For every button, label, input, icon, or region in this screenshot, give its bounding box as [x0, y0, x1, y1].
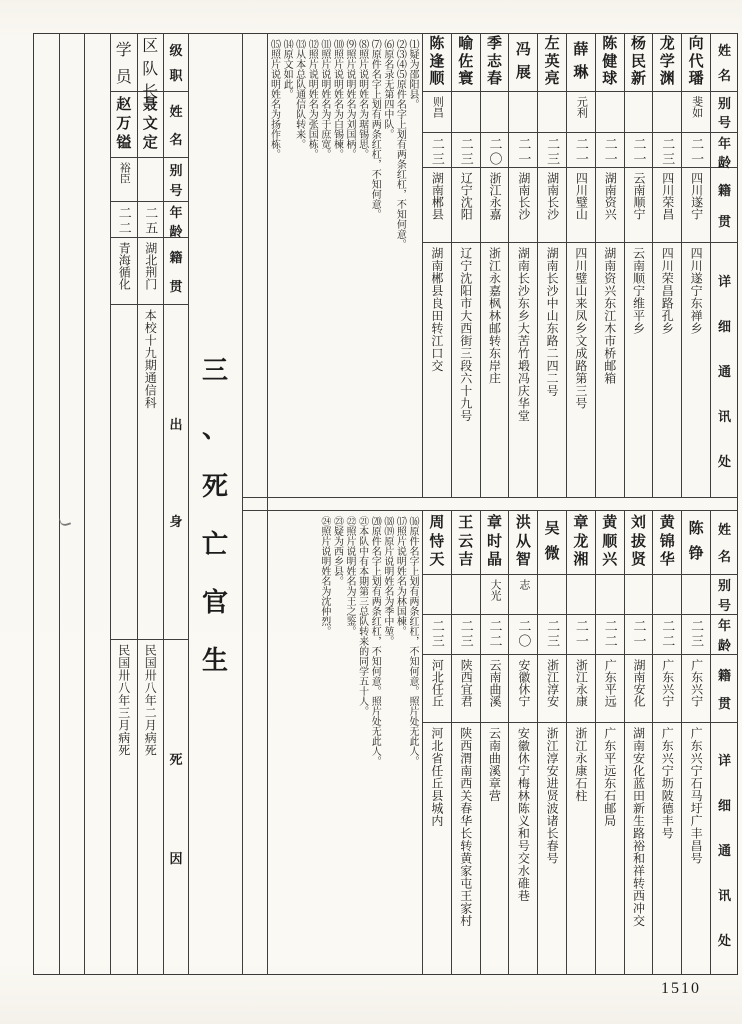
- native-place-cell: 浙江淳安: [538, 655, 566, 723]
- name-cell: 王 云 吉: [452, 510, 480, 575]
- address-cell: 陕西渭南西关春华长转黄家屯王家村: [458, 727, 473, 927]
- header-rank: 级 职: [164, 33, 188, 92]
- name-cell: 冯 展: [509, 33, 537, 92]
- header-native-place: 籍 贯: [711, 655, 738, 723]
- casualty-column: [137, 33, 164, 975]
- person-column: [624, 510, 653, 975]
- section-title-char: 官: [201, 588, 228, 617]
- address-cell: 云南顺宁维平乡: [631, 247, 646, 335]
- age-cell: 二〇: [481, 133, 509, 168]
- native-place-cell: 湖南郴县: [423, 168, 451, 243]
- header-age: 年 龄: [164, 202, 188, 238]
- alias-cell: [538, 92, 566, 133]
- address-cell: 四川遂宁东禅乡: [689, 247, 704, 335]
- alias-cell: [538, 575, 566, 615]
- age-cell: 二〇: [509, 615, 537, 655]
- death-cause-cell: 民国卅八年三月病死: [116, 644, 131, 757]
- native-place-cell: 安徽休宁: [509, 655, 537, 723]
- note-item: ⒁原文如此。: [281, 39, 293, 99]
- alias-cell: 裕臣: [111, 158, 137, 202]
- alias-cell: [452, 92, 480, 133]
- name-cell: 陈 健 球: [596, 33, 624, 92]
- header-native-place: 籍 贯: [164, 238, 188, 305]
- ruling-line: [84, 33, 85, 975]
- age-cell: 二一: [567, 615, 595, 655]
- ruling-line: [242, 33, 243, 975]
- address-cell: 四川璧山来凤乡文成路第三号: [573, 247, 588, 410]
- native-place-cell: 广东平远: [596, 655, 624, 723]
- note-item: ⑽照片说明姓名为白锡楝。: [331, 39, 343, 159]
- note-item: ⒀从本总队通信队转来。: [293, 39, 305, 149]
- address-cell: 浙江永嘉枫林邮转东岸庄: [487, 247, 502, 385]
- native-place-cell: 湖北荆门: [138, 238, 164, 305]
- casualty-column: [110, 33, 137, 975]
- address-cell: 广东平远东石邮局: [602, 727, 617, 827]
- person-column: [681, 33, 710, 497]
- person-column: [422, 510, 451, 975]
- native-place-cell: 广东兴宁: [682, 655, 710, 723]
- address-cell: 辽宁沈阳市大西街三段六十九号: [458, 247, 473, 422]
- section-title: [188, 350, 242, 677]
- native-place-cell: 广东兴宁: [653, 655, 681, 723]
- name-cell: 赵 万 镒: [111, 92, 137, 158]
- native-place-cell: 四川遂宁: [682, 168, 710, 243]
- header-alias: 别 号: [711, 92, 738, 133]
- header-name: 姓 名: [164, 92, 188, 158]
- address-cell: 四川荣昌路孔乡: [660, 247, 675, 335]
- native-place-cell: 云南顺宁: [625, 168, 653, 243]
- age-cell: 二一: [625, 133, 653, 168]
- header-address: 详 细 通 讯 处: [717, 752, 731, 948]
- person-column: [652, 510, 681, 975]
- person-column: [508, 33, 537, 497]
- alias-cell: [596, 575, 624, 615]
- alias-cell: [653, 92, 681, 133]
- alias-cell: [682, 575, 710, 615]
- name-cell: 刘 拔 贤: [625, 510, 653, 575]
- rank-cell: 学 员: [111, 33, 137, 92]
- alias-cell: [423, 575, 451, 615]
- note-item: ⒂照片说明姓名为扬作栋。: [268, 39, 280, 159]
- native-place-cell: 湖南资兴: [596, 168, 624, 243]
- note-item: ⒅⒆原片说明姓名为季中堃。: [381, 516, 393, 646]
- alias-cell: [452, 575, 480, 615]
- address-cell: 湖南安化蓝田新生路裕和祥转西冲交: [631, 727, 646, 927]
- name-cell: 章 时 晶: [481, 510, 509, 575]
- person-column: [537, 510, 566, 975]
- alias-cell: 大光: [481, 575, 509, 615]
- name-cell: 龙 学 渊: [653, 33, 681, 92]
- name-cell: 吴 微: [538, 510, 566, 575]
- roster-header-column: [710, 33, 738, 497]
- header-origin: 出 身: [164, 305, 188, 640]
- alias-cell: 则昌: [423, 92, 451, 133]
- address-cell: 云南曲溪章营: [487, 727, 502, 802]
- age-cell: 二三: [538, 133, 566, 168]
- name-cell: 薛 琳: [567, 33, 595, 92]
- section-title-char: 亡: [201, 530, 228, 559]
- casualty-summary-table: [110, 33, 188, 975]
- name-cell: 聂 文 定: [138, 92, 164, 158]
- header-age: 年 龄: [711, 615, 738, 655]
- footnotes-bottom: [269, 512, 420, 970]
- header-alias: 别 号: [164, 158, 188, 202]
- note-item: ⑵⑶⑷⑸原件名字上划有两条红杠，不知何意。: [394, 39, 406, 249]
- person-column: [595, 33, 624, 497]
- page-number: 1510: [661, 980, 701, 997]
- note-item: ㉑本队中有本期第三总队转来的同学五十人。: [356, 516, 368, 716]
- header-address: 详 细 通 讯 处: [717, 273, 731, 469]
- note-item: ⒄照片说明姓名为林国棟。: [394, 516, 406, 636]
- name-cell: 洪 从 智: [509, 510, 537, 575]
- alias-cell: 志: [509, 575, 537, 615]
- native-place-cell: 陕西宜君: [452, 655, 480, 723]
- age-cell: 二一: [509, 133, 537, 168]
- age-cell: 二二: [111, 202, 137, 238]
- note-item: ⑴疑为邵阳县。: [407, 39, 418, 109]
- note-item: ㉒照片说明姓名为王之鉴。: [344, 516, 356, 636]
- note-item: ⑹原名录无第四中队。: [381, 39, 393, 139]
- native-place-cell: 浙江永康: [567, 655, 595, 723]
- native-place-cell: 四川荣昌: [653, 168, 681, 243]
- address-cell: 广东兴宁石马圩广丰昌号: [689, 727, 704, 865]
- age-cell: 二二: [596, 615, 624, 655]
- note-item: ⑺原件名字上划有两条红杠，不知何意。: [369, 39, 381, 219]
- alias-cell: 元利: [567, 92, 595, 133]
- native-place-cell: 浙江永嘉: [481, 168, 509, 243]
- alias-cell: [509, 92, 537, 133]
- name-cell: 黄 顺 兴: [596, 510, 624, 575]
- person-column: [537, 33, 566, 497]
- address-cell: 广东兴宁坜陂德丰号: [660, 727, 675, 840]
- native-place-cell: 青海循化: [111, 238, 137, 305]
- note-item: ⑿照片说明姓名为张国栋。: [306, 39, 318, 159]
- death-cause-cell: 民国卅八年二月病死: [143, 644, 158, 757]
- left-header-column: [163, 33, 188, 975]
- address-cell: 湖南资兴东江木市桥邮箱: [602, 247, 617, 385]
- alias-cell: [596, 92, 624, 133]
- alias-cell: [138, 158, 164, 202]
- section-title-char: 死: [201, 472, 228, 501]
- age-cell: 二一: [596, 133, 624, 168]
- header-name: 姓 名: [711, 33, 738, 92]
- native-place-cell: 湖南安化: [625, 655, 653, 723]
- person-column: [508, 510, 537, 975]
- name-cell: 周 恃 天: [423, 510, 451, 575]
- native-place-cell: 辽宁沈阳: [452, 168, 480, 243]
- name-cell: 左 英 亮: [538, 33, 566, 92]
- age-cell: 二三: [452, 133, 480, 168]
- age-cell: 二一: [682, 133, 710, 168]
- name-cell: 陈 铮: [682, 510, 710, 575]
- age-cell: 二二: [481, 615, 509, 655]
- native-place-cell: 湖南长沙: [509, 168, 537, 243]
- alias-cell: [653, 575, 681, 615]
- person-column: [480, 510, 509, 975]
- person-column: [652, 33, 681, 497]
- name-cell: 黄 锦 华: [653, 510, 681, 575]
- origin-cell: 本校十九期通信科: [138, 305, 164, 640]
- note-item: ⑻照片说明姓名为琚锡思。: [356, 39, 368, 159]
- alias-cell: 斐如: [682, 92, 710, 133]
- age-cell: 二三: [423, 615, 451, 655]
- age-cell: 二三: [423, 133, 451, 168]
- section-title-char: 生: [201, 646, 228, 675]
- native-place-cell: 湖南长沙: [538, 168, 566, 243]
- address-cell: 浙江淳安进贤波诸长春号: [545, 727, 560, 865]
- age-cell: 二三: [682, 615, 710, 655]
- address-cell: 河北省任丘县城内: [429, 727, 444, 827]
- deceased-roster-bottom: [422, 510, 738, 975]
- person-column: [681, 510, 710, 975]
- section-title-char: 、: [201, 414, 228, 443]
- age-cell: 二三: [653, 133, 681, 168]
- band-divider-line: [242, 497, 738, 498]
- alias-cell: [481, 92, 509, 133]
- section-title-char: 三: [201, 356, 228, 385]
- header-alias: 别 号: [711, 575, 738, 615]
- name-cell: 杨 民 新: [625, 33, 653, 92]
- person-column: [624, 33, 653, 497]
- alias-cell: [567, 575, 595, 615]
- age-cell: 二三: [538, 615, 566, 655]
- footnotes-top: [269, 35, 420, 493]
- age-cell: 二三: [452, 615, 480, 655]
- name-cell: 陈 逢 顺: [423, 33, 451, 92]
- native-place-cell: 河北任丘: [423, 655, 451, 723]
- header-name: 姓 名: [711, 510, 738, 575]
- age-cell: 二五: [138, 202, 164, 238]
- note-item: ⑾照片说明姓名为于庶宽。: [318, 39, 330, 159]
- note-item: ㉔照片说明姓名为沈仲烈。: [318, 516, 330, 636]
- header-native-place: 籍 贯: [711, 168, 738, 243]
- rank-cell: 区 队 长: [138, 33, 164, 92]
- age-cell: 二一: [625, 615, 653, 655]
- person-column: [422, 33, 451, 497]
- name-cell: 章 龙 湘: [567, 510, 595, 575]
- person-column: [595, 510, 624, 975]
- person-column: [566, 33, 595, 497]
- native-place-cell: 四川璧山: [567, 168, 595, 243]
- note-item: ㉓疑为西乡县。: [331, 516, 343, 586]
- note-item: ⒇原件名字上划有两条红杠，不知何意。照片处无此人。: [369, 516, 381, 766]
- person-column: [480, 33, 509, 497]
- header-death-cause: 死 因: [169, 751, 183, 866]
- alias-cell: [625, 92, 653, 133]
- person-column: [566, 510, 595, 975]
- name-cell: 向 代 璠: [682, 33, 710, 92]
- person-column: [451, 33, 480, 497]
- address-cell: 湖南长沙东乡大苦竹塅冯庆华堂: [516, 247, 531, 422]
- name-cell: 季 志 春: [481, 33, 509, 92]
- person-column: [451, 510, 480, 975]
- header-age: 年 龄: [711, 133, 738, 168]
- roster-header-column: [710, 510, 738, 975]
- note-item: ⒃原件名字上划有两条红杠，不知何意。照片处无此人。: [407, 516, 418, 766]
- native-place-cell: 云南曲溪: [481, 655, 509, 723]
- address-cell: 安徽休宁梅林陈义和号交水碓巷: [516, 727, 531, 902]
- address-cell: 湖南长沙中山东路二四二号: [545, 247, 560, 397]
- name-cell: 喻 佐 寰: [452, 33, 480, 92]
- address-cell: 浙江永康石柱: [573, 727, 588, 802]
- address-cell: 湖南郴县良田转江口交: [429, 247, 444, 372]
- note-item: ⑼照片说明姓名为刘国柄。: [344, 39, 356, 159]
- age-cell: 二一: [567, 133, 595, 168]
- deceased-roster-top: [422, 33, 738, 497]
- alias-cell: [625, 575, 653, 615]
- origin-cell: [111, 305, 137, 640]
- ruling-line: [59, 33, 60, 975]
- age-cell: 二二: [653, 615, 681, 655]
